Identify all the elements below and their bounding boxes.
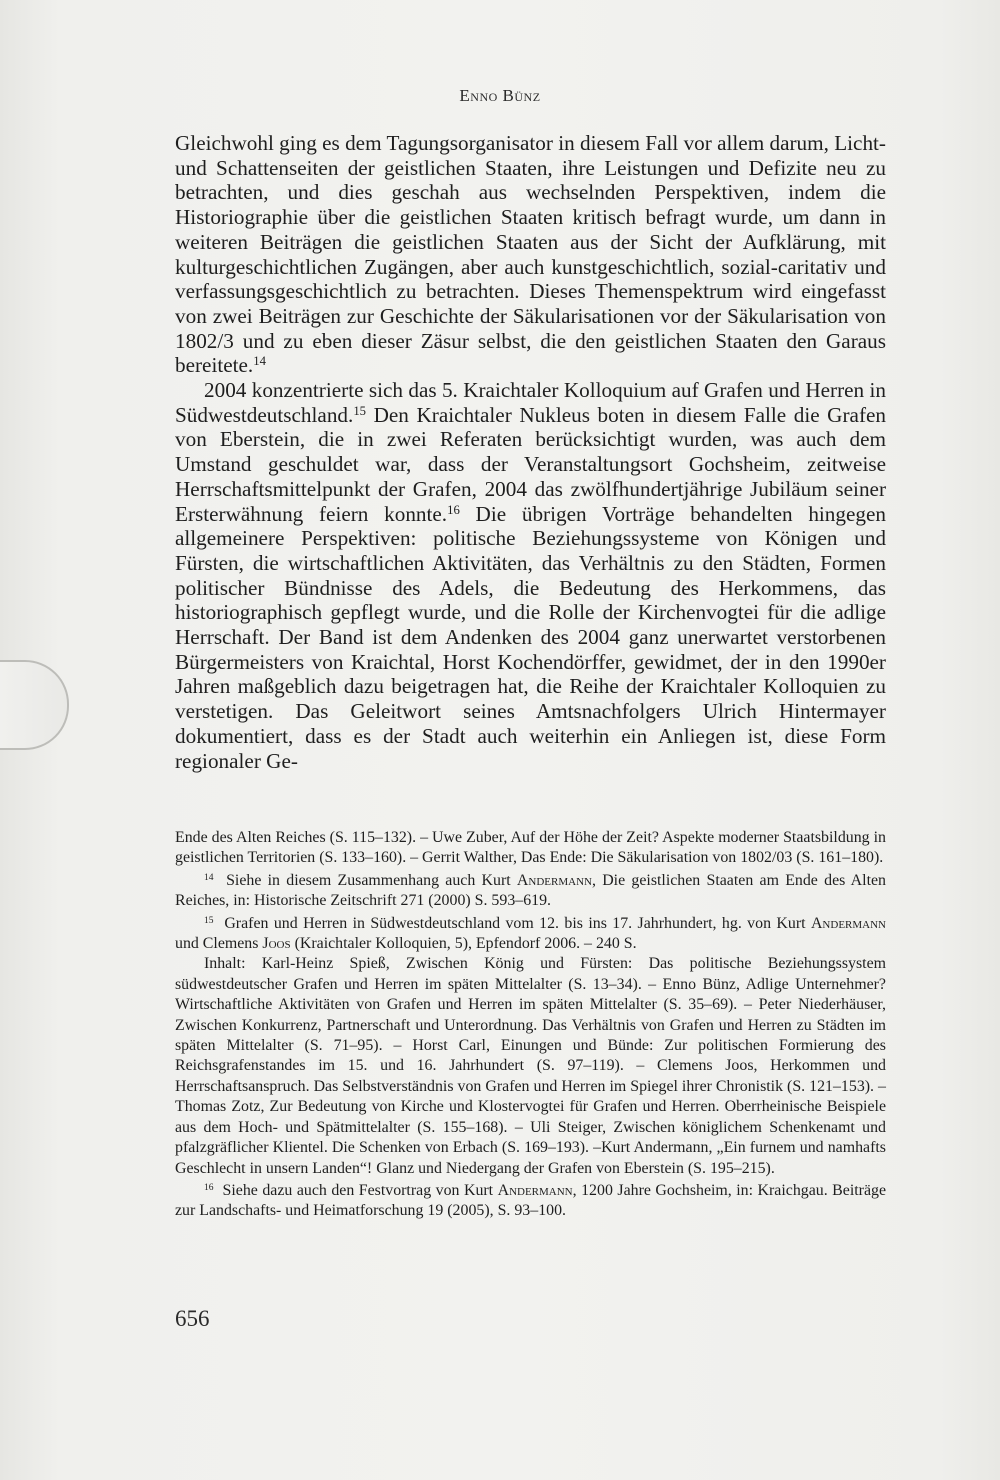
footnote-16	[175, 1181, 886, 1222]
footnote-16-author: Andermann	[497, 1181, 573, 1199]
paragraph-1-text: Gleichwohl ging es dem Tagungsorganisator in diesem Fall vor allem darum, Licht- und Schattenseiten der geistlichen Staaten, ihre Leistungen und Defizite neu zu betrachten, und dies geschah aus wechselnden Perspektiven, indem die Historiographie über die geistlichen Staaten kritisch befragt wurde, um dann in weiteren Beiträgen die geistlichen Staaten aus der Sicht der Aufklärung, mit kulturgeschichtlichen Zugängen, aber auch kunstgeschichtlich, sozial-caritativ und verfassungsgeschichtlich zu betrachten. Dieses Themenspektrum wird eingefasst von zwei Beiträgen zur Geschichte der Säkularisationen vor der Säkularisation von 1802/3 und zu eben dieser Zäsur selbst, die den geistlichen Staaten den Garaus bereitete.	[175, 131, 886, 378]
page-number: 656	[175, 1306, 210, 1331]
footnote-15-number: 15	[204, 914, 214, 926]
footnote-15-editor-1: Andermann	[810, 914, 886, 932]
paragraph-2-text-c: Die übrigen Vorträge behandelten hingegen allgemeinere Perspektiven: politische Beziehungssysteme von Königen und Fürsten, die wirtschaftlichen Aktivitäten, das Verhältnis zu den Städten, Formen politischer Bündnisse des Adels, die Bedeutung des Herkommens, das historiographisch gepflegt wurde, und die Rolle der Kirchenvogtei für die adlige Herrschaft. Der Band ist dem Andenken des 2004 ganz unerwartet verstorbenen Bürgermeisters von Kraichtal, Horst Kochendörffer, gewidmet, der in den 1990er Jahren maßgeblich dazu beigetragen hat, die Reihe der Kraichtaler Kolloquien zu verstetigen. Das Geleitwort seines Amtsnachfolgers Ulrich Hintermayer dokumentiert, dass es der Stadt auch weiterhin ein Anliegen ist, diese Form regionaler Ge-	[175, 501, 886, 773]
paragraph-2-text-b: Den Kraichtaler Nukleus boten in diesem Falle die Grafen von Eberstein, die in zwei Referaten berücksichtigt wurden, was auch dem Umstand geschuldet war, dass der Veranstaltungsort Gochsheim, zeitweise Herrschaftsmittelpunkt der Grafen, 2004 das zwölfhundertjährige Jubiläum seiner Ersterwähnung feiern konnte.	[175, 402, 886, 526]
footnote-ref-14: 14	[253, 354, 266, 369]
footnote-15-text-a: Grafen und Herren in Südwestdeutschland vom 12. bis ins 17. Jahrhundert, hg. von Kurt	[224, 914, 811, 932]
paragraph-2	[175, 378, 886, 773]
footnote-14-author: Andermann	[516, 871, 592, 889]
footnote-16-text-a: Siehe dazu auch den Festvortrag von Kurt	[222, 1181, 498, 1199]
footnote-ref-16: 16	[447, 502, 460, 517]
footnote-14	[175, 871, 886, 912]
footnote-15-contents: Inhalt: Karl-Heinz Spieß, Zwischen König und Fürsten: Das politische Beziehungssystem südwestdeutscher Grafen und Herren im späten Mittelalter (S. 13–34). – Enno Bünz, Adlige Unternehmer? Wirtschaftliche Aktivitäten von Grafen und Herren im späten Mittelalter (S. 35–69). – Peter Niederhäuser, Zwischen Konkurrenz, Partnerschaft und Unterordnung. Das Verhältnis von Grafen und Herren zu Städten im späten Mittelalter (S. 71–95). – Horst Carl, Einungen und Bünde: Zur politischen Formierung des Reichsgrafenstandes im 15. und 16. Jahrhundert (S. 97–119). – Clemens Joos, Herkommen und Herrschaftsanspruch. Das Selbstverständnis von Grafen und Herren im Spiegel ihrer Chronistik (S. 121–153). – Thomas Zotz, Zur Bedeutung von Kirche und Klostervogtei für Grafen und Herren. Oberrheinische Beispiele aus dem Hoch- und Spätmittelalter (S. 155–168). – Uli Steiger, Zwischen königlichem Schenkenamt und pfalzgräflicher Klientel. Die Schenken von Erbach (S. 169–193). –Kurt Andermann, „Ein furnem und namhafts Geschlecht in unsern Landen“! Glanz und Niedergang der Grafen von Eberstein (S. 195–215).	[175, 955, 886, 1177]
footnote-16-text-b: , 1200 Jahre Gochsheim, in: Kraichgau. Beiträge zur Landschafts- und Heimatforschung 19 (2005), S. 93–100.	[175, 1181, 887, 1220]
footnote-15-editor-2: Joos	[262, 935, 291, 953]
running-head: Enno Bünz	[459, 86, 541, 105]
footnote-15	[175, 914, 886, 955]
footnote-14-text-b: , Die geistlichen Staaten am Ende des Alten Reiches, in: Historische Zeitschrift 271 (2000) S. 593–619.	[175, 871, 886, 910]
footnote-15-text-b: (Kraichtaler Kolloquien, 5), Epfendorf 2006. – 240 S.	[290, 935, 637, 953]
paper-clip-shape	[0, 660, 69, 750]
footnote-15-text-mid: und Clemens	[175, 935, 263, 953]
paragraph-2-text-a: 2004 konzentrierte sich das 5. Kraichtaler Kolloquium auf Grafen und Herren in Südwestdeutschland.	[175, 378, 886, 427]
footnote-16-number: 16	[204, 1181, 214, 1193]
footnotes	[175, 828, 886, 1222]
footnote-14-number: 14	[204, 871, 214, 883]
paragraph-1	[175, 131, 886, 378]
footnote-ref-15: 15	[353, 403, 367, 418]
main-text	[175, 131, 886, 773]
footnote-continuation: Ende des Alten Reiches (S. 115–132). – Uwe Zuber, Auf der Höhe der Zeit? Aspekte moderner Staatsbildung in geistlichen Territorien (S. 133–160). – Gerrit Walther, Das Ende: Die Säkularisation von 1802/03 (S. 161–180).	[175, 829, 886, 867]
footnote-14-text-a: Siehe in diesem Zusammenhang auch Kurt	[226, 871, 517, 889]
